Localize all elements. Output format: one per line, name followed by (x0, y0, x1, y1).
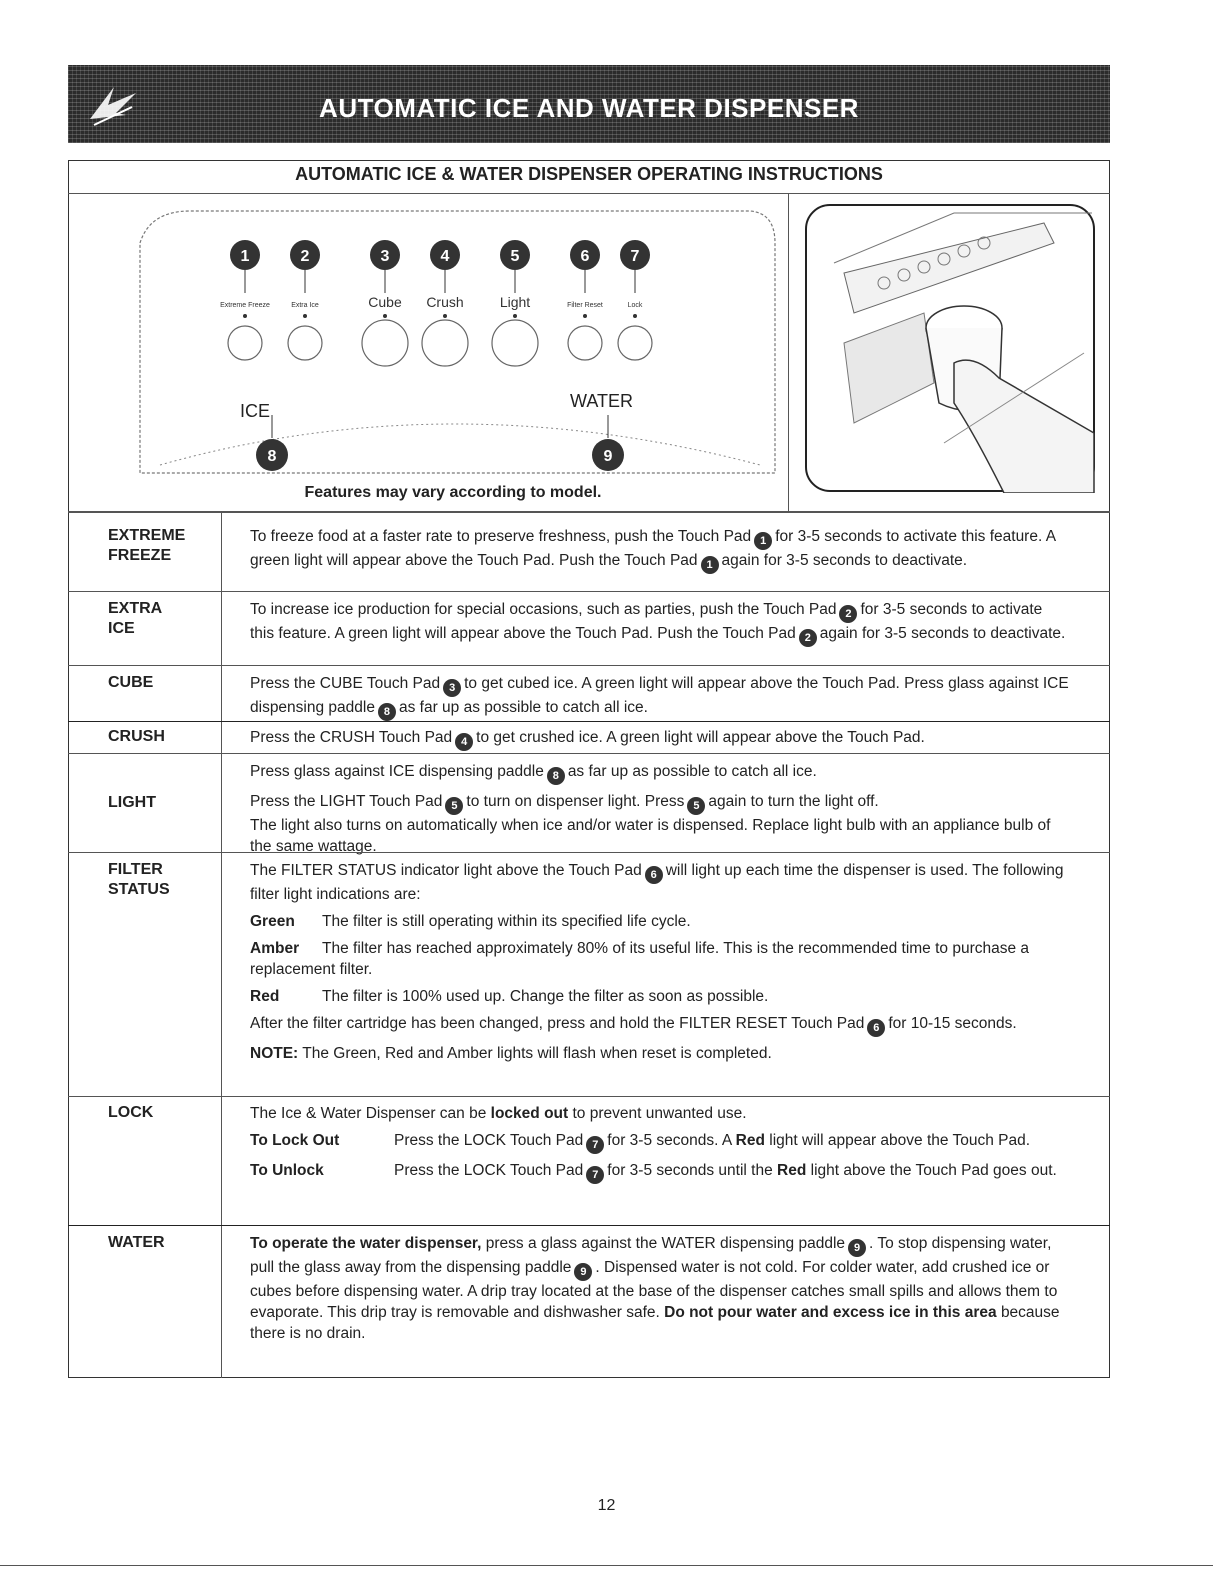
divider (68, 721, 1110, 722)
touch-pad-6 (567, 240, 603, 360)
pad-label: Extreme Freeze (220, 302, 270, 309)
number-5-icon: 5 (445, 797, 463, 815)
page-title: AUTOMATIC ICE AND WATER DISPENSER (319, 93, 859, 123)
touch-pad-4 (422, 240, 468, 366)
pad-number: 2 (300, 248, 310, 265)
lock-out-tag: To Lock Out (250, 1132, 340, 1149)
row-description: To freeze food at a faster rate to preserve freshness, push the Touch Pad 1 for 3-5 seconds to activate this feature. A green light will appear above the Touch Pad. Push the Touch Pad 1 again for 3-5 seconds to deactivate. (250, 526, 1070, 574)
number-9-icon: 9 (574, 1263, 592, 1281)
number-8-icon: 8 (547, 767, 565, 785)
indicator-light (633, 314, 637, 318)
divider (68, 193, 1110, 194)
water-label: WATER (570, 391, 633, 411)
row-description: The FILTER STATUS indicator light above the Touch Pad 6 will light up each time the dispenser is used. The following filter light indications are: Green The filter is still operating within its specified life cycle. Amber The filter has reached approximately 80% of its useful life. This is the recommended time to purchase a replacement filter. Red The filter is 100% used up. Change the filter as soon as possible. After the filter cartridge has been changed, press and hold the FILTER RESET Touch Pad 6 for 10-15 seconds. NOTE: The Green, Red and Amber lights will flash when reset is completed. (250, 862, 1064, 1062)
indicator-light (383, 314, 387, 318)
indicator-light (513, 314, 517, 318)
unlock-tag: To Unlock (250, 1162, 324, 1179)
pad-number: 3 (380, 248, 390, 265)
pad-number: 4 (440, 248, 450, 265)
divider (68, 1225, 1110, 1226)
number-7-icon: 7 (586, 1166, 604, 1184)
indicator-light (303, 314, 307, 318)
touch-pad-button (228, 326, 262, 360)
row-label: WATER (108, 1234, 165, 1251)
divider (221, 511, 222, 1378)
number-1-icon: 1 (754, 532, 772, 550)
pad-label: Cube (368, 294, 402, 310)
row-label: FILTER STATUS (108, 861, 170, 898)
number-5-icon: 5 (687, 797, 705, 815)
row-description: To increase ice production for special occasions, such as parties, push the Touch Pad 2 for 3-5 seconds to activate this feature. A green light will appear above the Touch Pad. Push the Touch Pad 2 again for 3-5 seconds to deactivate. (250, 599, 1070, 647)
number-6-icon: 6 (867, 1019, 885, 1037)
row-label: CRUSH (108, 728, 165, 745)
number-2-icon: 2 (839, 605, 857, 623)
row-label: CUBE (108, 674, 154, 691)
indicator-light (583, 314, 587, 318)
control-panel-illustration (130, 203, 778, 481)
divider (68, 591, 1110, 592)
row-label: LIGHT (108, 794, 156, 811)
touch-pad-button (422, 320, 468, 366)
row-description: Press the CRUSH Touch Pad 4 to get crushed ice. A green light will appear above the Touch Pad. (250, 727, 1070, 751)
indicator-light (243, 314, 247, 318)
touch-pad-5 (492, 240, 538, 366)
pad-number: 6 (580, 248, 590, 265)
header-banner (68, 65, 1110, 143)
row-description: Press the CUBE Touch Pad 3 to get cubed ice. A green light will appear above the Touch Pad. Press glass against ICE dispensing paddle 8 as far up as possible to catch all ice. (250, 673, 1070, 721)
box-title: AUTOMATIC ICE & WATER DISPENSER OPERATING INSTRUCTIONS (295, 164, 883, 184)
number-7-icon: 7 (586, 1136, 604, 1154)
paddle-marker-9 (592, 415, 624, 471)
bottom-rule (0, 1565, 1213, 1566)
touch-pad-2 (288, 240, 322, 360)
page-number: 12 (597, 1497, 616, 1514)
pad-label: Lock (627, 302, 643, 309)
features-caption: Features may vary according to model. (304, 484, 602, 501)
pad-number: 5 (510, 248, 520, 265)
touch-pad-button (618, 326, 652, 360)
row-label: EXTRA ICE (108, 600, 163, 637)
divider (68, 1096, 1110, 1097)
red-tag: Red (250, 988, 280, 1005)
divider (68, 665, 1110, 666)
touch-pad-7 (618, 240, 652, 360)
number-6-icon: 6 (645, 866, 663, 884)
touch-pad-button (362, 320, 408, 366)
number-4-icon: 4 (455, 733, 473, 751)
divider (788, 193, 789, 511)
row-description: The Ice & Water Dispenser can be locked out to prevent unwanted use. To Lock Out Press the LOCK Touch Pad 7 for 3-5 seconds. A Red light will appear above the Touch Pad. To Unlock Press the LOCK Touch Pad 7 for 3-5 seconds until the Red light above the Touch Pad goes out. (250, 1103, 1070, 1184)
touch-pad-button (288, 326, 322, 360)
ice-label: ICE (240, 401, 271, 421)
pad-number: 1 (240, 248, 250, 265)
touch-pad-button (492, 320, 538, 366)
number-1-icon: 1 (701, 556, 719, 574)
note-tag: NOTE: (250, 1045, 299, 1062)
amber-tag: Amber (250, 940, 300, 957)
touch-pad-button (568, 326, 602, 360)
row-label: EXTREME FREEZE (108, 527, 186, 564)
green-tag: Green (250, 913, 295, 930)
number-2-icon: 2 (799, 629, 817, 647)
row-description: Press glass against ICE dispensing paddle 8 as far up as possible to catch all ice. Press the LIGHT Touch Pad 5 to turn on dispenser light. Press 5 again to turn the light off. The light also turns on automatically when ice and/or water is dispensed. Replace light bulb with an appliance bulb of the same wattage. (250, 763, 1051, 855)
touch-pad-3 (362, 240, 408, 366)
paddle-number: 8 (267, 448, 277, 465)
pad-label: Crush (426, 294, 464, 310)
number-9-icon: 9 (848, 1239, 866, 1257)
pad-label: Filter Reset (567, 302, 603, 309)
pad-label: Extra Ice (291, 302, 319, 309)
divider (68, 511, 1110, 513)
pad-number: 7 (630, 248, 640, 265)
divider (68, 852, 1110, 853)
pad-label: Light (499, 294, 531, 310)
touch-pad-1 (220, 240, 270, 360)
row-description: To operate the water dispenser, press a glass against the WATER dispensing paddle 9 . To stop dispensing water, pull the glass away from the dispensing paddle 9 . Dispensed water is not cold. For colder water, add crushed ice or cubes before dispensing water. A drip tray located at the base of the dispenser catches small spills and allows them to evaporate. This drip tray is removable and dishwasher safe. Do not pour water and excess ice in this area because there is no drain. (250, 1235, 1060, 1342)
paddle-number: 9 (603, 448, 613, 465)
number-3-icon: 3 (443, 679, 461, 697)
paddle-marker-8 (256, 415, 288, 471)
indicator-light (443, 314, 447, 318)
dispenser-photo (804, 203, 1096, 493)
divider (68, 753, 1110, 754)
number-8-icon: 8 (378, 703, 396, 721)
row-label: LOCK (108, 1104, 154, 1121)
